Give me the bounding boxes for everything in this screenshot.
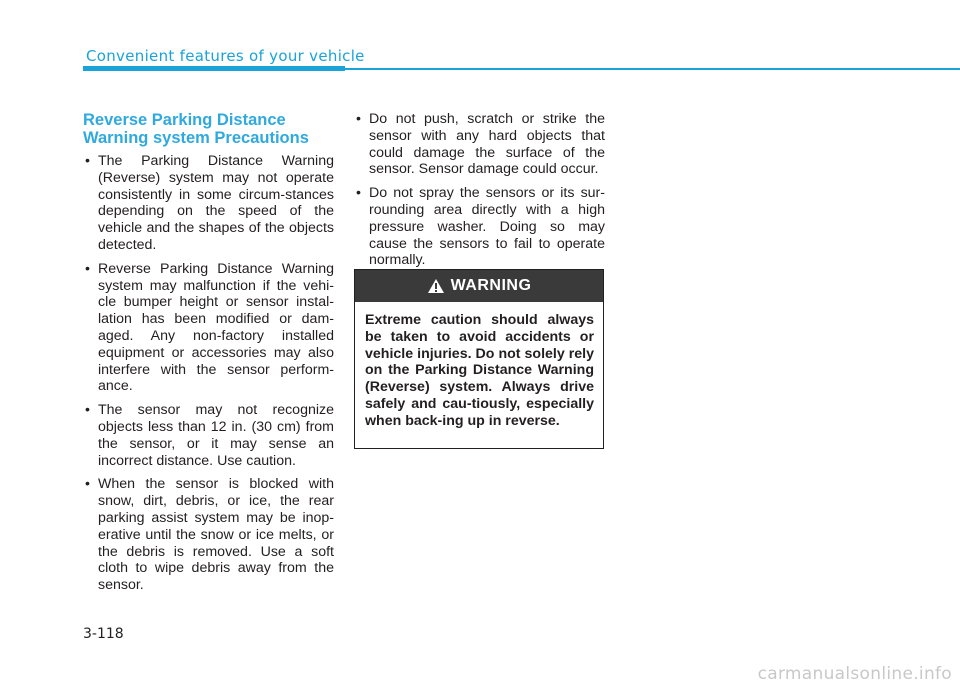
warning-text: Extreme caution should always be taken to avoid accidents or vehicle injuries. Do not solely rely on the Parking Distance Warning (Reverse) system. Always drive safely and cau-tiously, especially when back-ing up in reverse. — [365, 312, 594, 429]
warning-heading: WARNING — [450, 277, 532, 294]
list-item: • Do not push, scratch or strike the sensor with any hard objects that could damage the surface of the sensor. Sensor damage could occur. — [354, 111, 605, 178]
warning-box — [354, 269, 604, 449]
list-item: • When the sensor is blocked with snow, dirt, debris, or ice, the rear parking assist system may be inop-erative until the snow or ice melts, or the debris is removed. Use a soft cloth to wipe debris away from the sensor. — [83, 476, 334, 594]
right-column — [354, 111, 605, 276]
list-item: • Reverse Parking Distance Warning system may malfunction if the vehi-cle bumper height or sensor instal-lation has been modified or dam-aged. Any non-factory installed equipment or accessories may also interfere with the sensor perform-ance. — [83, 261, 334, 395]
section-title-line-1: Reverse Parking Distance — [83, 111, 286, 129]
list-item: • The sensor may not recognize objects less than 12 in. (30 cm) from the sensor, or it may sense an incorrect distance. Use caution. — [83, 402, 334, 469]
chapter-title: Convenient features of your vehicle — [86, 47, 365, 65]
section-title — [83, 111, 334, 147]
left-column — [83, 111, 334, 601]
precautions-list-continued — [354, 111, 605, 269]
list-item: • Do not spray the sensors or its sur-rounding area directly with a high pressure washer. Doing so may cause the sensors to fail to operate normally. — [354, 185, 605, 269]
list-item: • The Parking Distance Warning (Reverse) system may not operate consistently in some circum-stances depending on the speed of the vehicle and the shapes of the objects detected. — [83, 153, 334, 254]
page-number: 3-118 — [83, 626, 124, 642]
precautions-list — [83, 153, 334, 594]
warning-header — [355, 270, 603, 302]
section-title-line-2: Warning system Precautions — [83, 129, 309, 147]
header-rule-thin — [345, 68, 960, 70]
warning-triangle-icon — [427, 278, 445, 294]
watermark: carmanualsonline.info — [757, 664, 952, 684]
header-rule-thick — [83, 66, 345, 71]
